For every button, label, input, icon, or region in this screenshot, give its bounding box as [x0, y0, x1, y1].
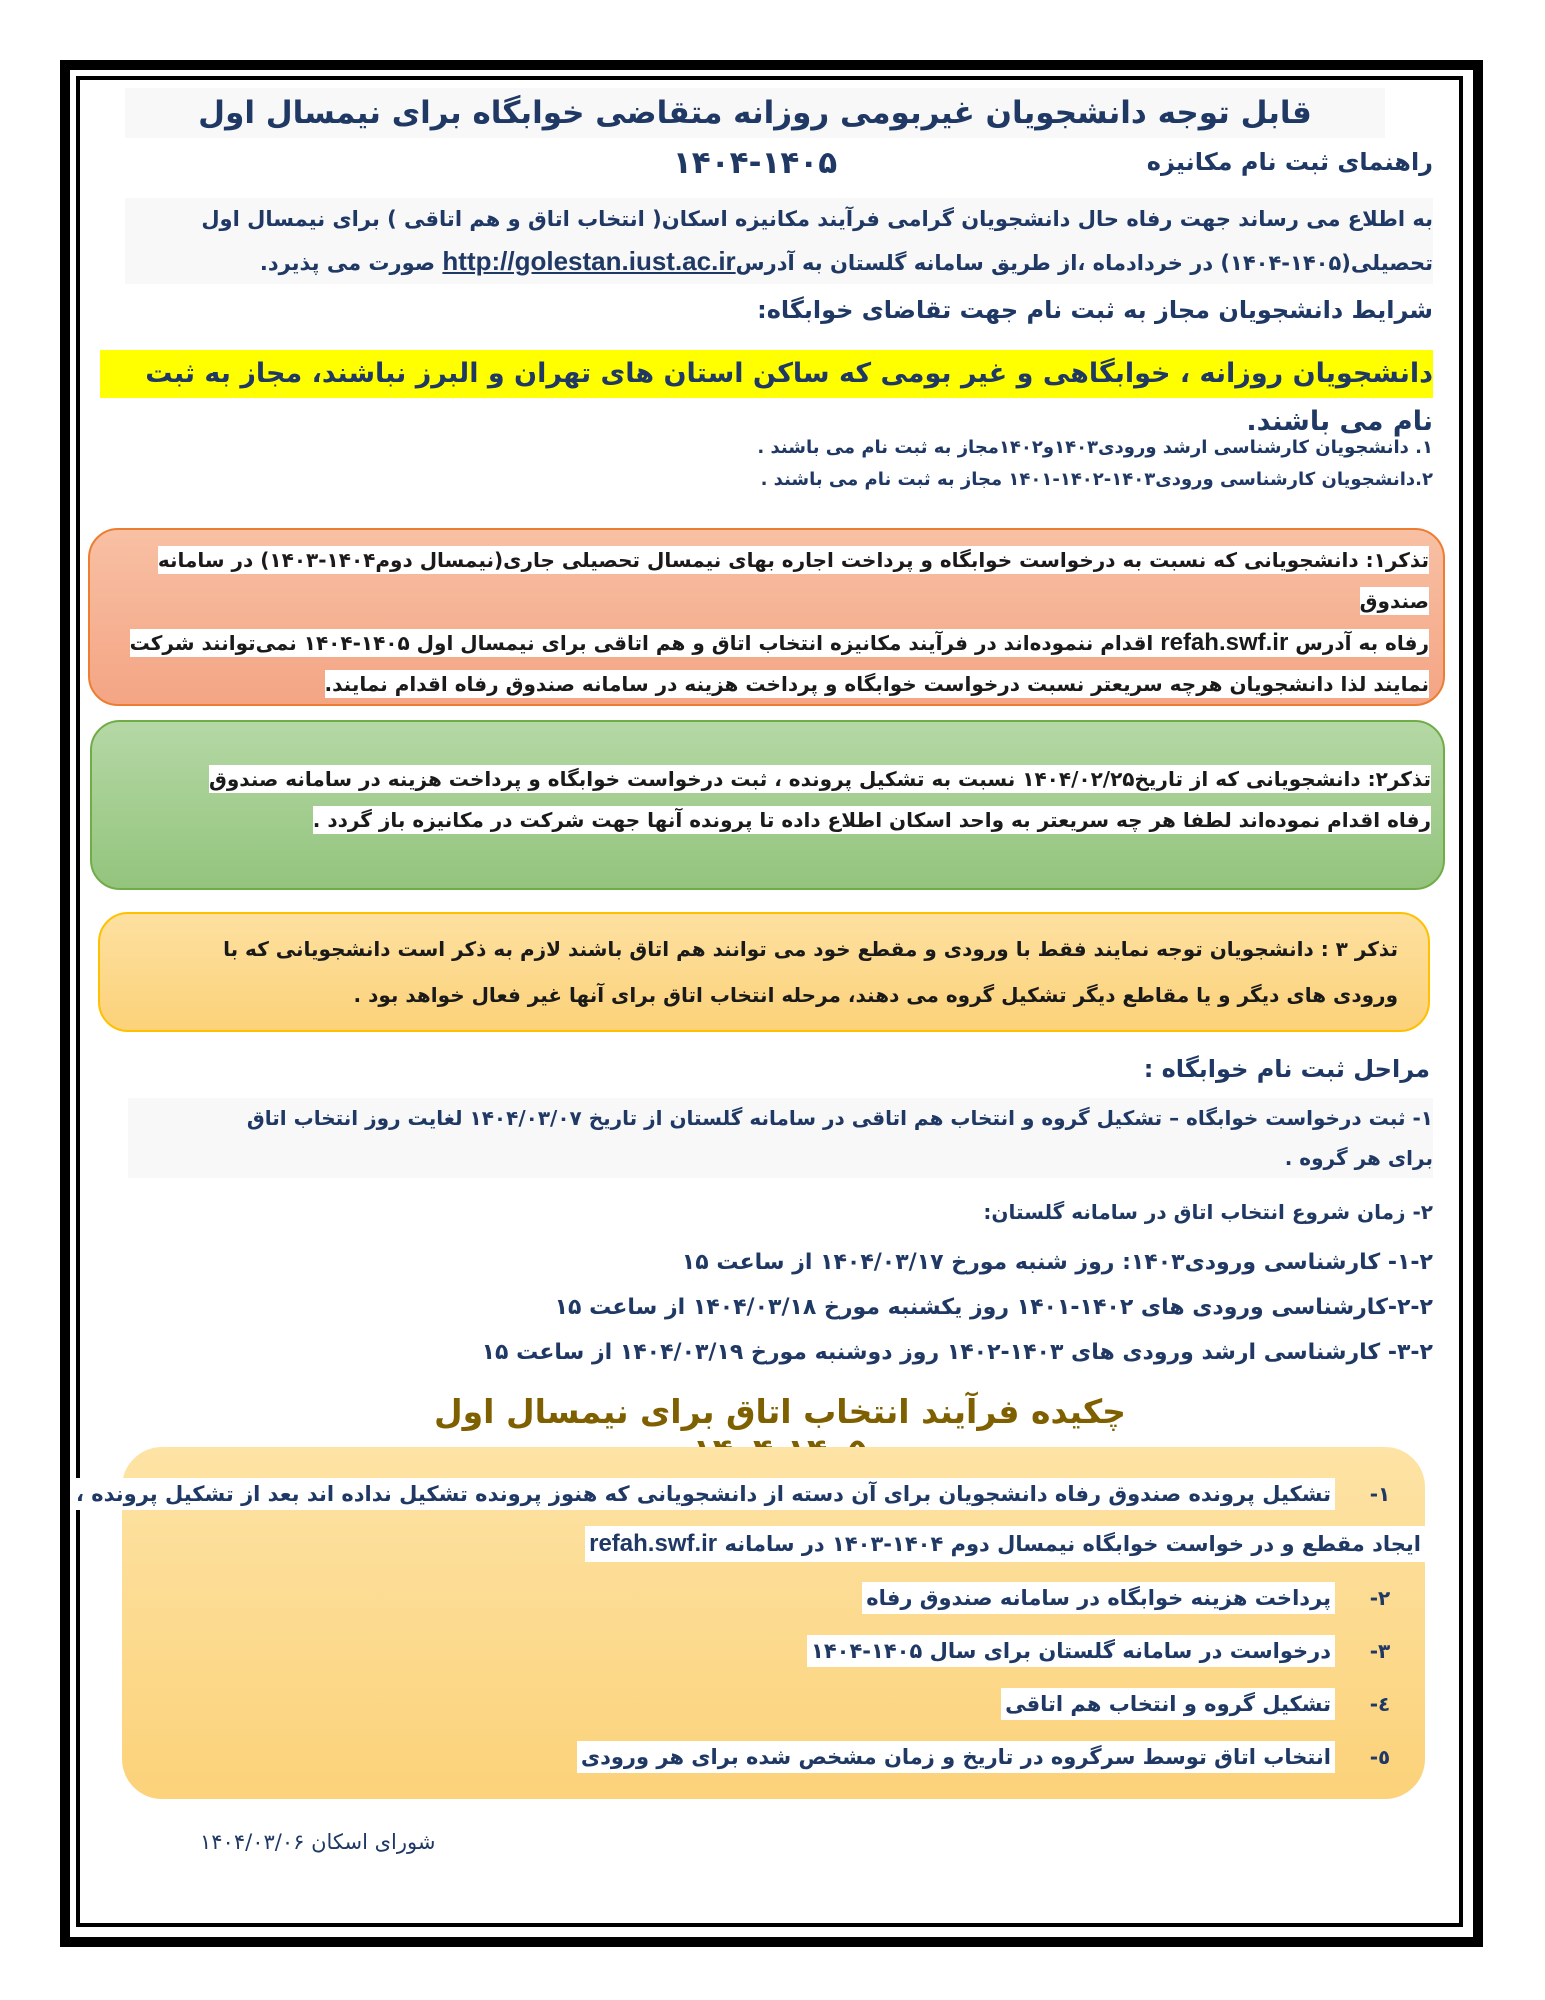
step-1-line-1: ۱- ثبت درخواست خوابگاه – تشکیل گروه و انتخاب هم اتاقی در سامانه گلستان از تاریخ ۱۴۰۴/۰۳/۰۷ لغایت روز انتخاب اتاق: [246, 1106, 1433, 1130]
note-1-text-after: اقدام ننموده‌اند در فرآیند مکانیزه انتخاب اتاق و هم اتاقی برای نیمسال اول ۱۴۰۵-۱۴۰۴ نمی‌توانند شرکت: [129, 631, 1154, 655]
summary-text-before: ایجاد مقطع و در خواست خوابگاه نیمسال دوم ۱۴۰۴-۱۴۰۳ در سامانه: [724, 1532, 1421, 1556]
refah-link[interactable]: refah.swf.ir: [1160, 629, 1289, 656]
summary-text: [585, 1526, 1425, 1562]
intro-text-before: تحصیلی(۱۴۰۵-۱۴۰۴) در خردادماه ،از طریق سامانه گلستان به آدرس: [735, 251, 1433, 275]
summary-item-1b: [585, 1526, 1425, 1562]
summary-num: ٤-: [1369, 1692, 1391, 1716]
note-3-text: [120, 926, 1398, 1018]
note-1-text: [104, 540, 1429, 705]
summary-text: انتخاب اتاق توسط سرگروه در تاریخ و زمان مشخص شده برای هر ورودی: [577, 1741, 1335, 1773]
summary-item-3: [807, 1635, 1425, 1667]
intro-line-1: به اطلاع می رساند جهت رفاه حال دانشجویان گرامی فرآیند مکانیزه اسکان( انتخاب اتاق و هم اتاقی ) برای نیمسال اول: [201, 207, 1433, 231]
note-1-line-3: نمایند لذا دانشجویان هرچه سریعتر نسبت درخواست خوابگاه و پرداخت هزینه در سامانه صندوق رفاه اقدام نمایند.: [324, 672, 1429, 696]
summary-item-1: [72, 1478, 1425, 1510]
note-2-line-1: تذکر۲: دانشجویانی که از تاریخ۱۴۰۴/۰۲/۲۵ نسبت به تشکیل پرونده ، ثبت درخواست خوابگاه و پرداخت هزینه در سامانه صندوق: [208, 767, 1431, 791]
summary-item-5: [577, 1741, 1425, 1773]
list-item: ۲.دانشجویان کارشناسی ورودی۱۴۰۳-۱۴۰۲-۱۴۰۱ مجاز به ثبت نام می باشند .: [760, 469, 1433, 490]
summary-text: تشکیل گروه و انتخاب هم اتاقی: [1001, 1688, 1335, 1720]
note-2-box: [90, 720, 1445, 890]
substep-1: ۱-۲- کارشناسی ورودی۱۴۰۳: روز شنبه مورخ ۱۴۰۴/۰۳/۱۷ از ساعت ۱۵: [681, 1250, 1433, 1275]
substep-3: ۳-۲- کارشناسی ارشد ورودی های ۱۴۰۳-۱۴۰۲ روز دوشنبه مورخ ۱۴۰۴/۰۳/۱۹ از ساعت ۱۵: [481, 1340, 1433, 1365]
guide-heading: راهنمای ثبت نام مکانیزه: [1146, 148, 1433, 176]
substep-2: ۲-۲-کارشناسی ورودی های ۱۴۰۲-۱۴۰۱ روز یکشنبه مورخ ۱۴۰۴/۰۳/۱۸ از ساعت ۱۵: [554, 1295, 1433, 1320]
summary-text: درخواست در سامانه گلستان برای سال ۱۴۰۵-۱۴۰۴: [807, 1635, 1335, 1667]
summary-text: تشکیل پرونده صندوق رفاه دانشجویان برای آن دسته از دانشجویانی که هنوز پرونده تشکیل نداده اند بعد از تشکیل پرونده ،: [72, 1478, 1335, 1510]
note-3-line-1: تذکر ۳ : دانشجویان توجه نمایند فقط با ورودی و مقطع خود می توانند هم اتاق باشند لازم به ذکر است دانشجویانی که با: [223, 937, 1398, 961]
summary-text: پرداخت هزینه خوابگاه در سامانه صندوق رفاه: [862, 1582, 1335, 1614]
conditions-heading: شرایط دانشجویان مجاز به ثبت نام جهت تقاضای خوابگاه:: [757, 296, 1433, 324]
intro-line-2: [125, 240, 1433, 284]
refah-link-summary[interactable]: refah.swf.ir: [589, 1530, 718, 1557]
allowed-list: [125, 432, 1433, 496]
page-title: قابل توجه دانشجویان غیربومی روزانه متقاضی خوابگاه برای نیمسال اول ۱۴۰۵-۱۴۰۴: [125, 88, 1385, 138]
note-1-line-2: [130, 629, 1429, 657]
note-1-line-1: تذکر۱: دانشجویانی که نسبت به درخواست خوابگاه و پرداخت اجاره بهای نیمسال تحصیلی جاری(نیمسال دوم۱۴۰۴-۱۴۰۳) در سامانه صندوق: [157, 548, 1429, 613]
note-1-text-before: رفاه به آدرس: [1295, 631, 1429, 655]
signature: شورای اسکان ۱۴۰۴/۰۳/۰۶: [200, 1830, 436, 1854]
summary-num: ۲-: [1369, 1586, 1391, 1610]
intro-text-after: صورت می پذیرد.: [259, 251, 436, 275]
summary-title: چکیده فرآیند انتخاب اتاق برای نیمسال اول: [434, 1392, 1126, 1431]
step-1-line-2: برای هر گروه .: [1284, 1146, 1433, 1170]
summary-item-4: [1001, 1688, 1425, 1720]
eligibility-highlight: دانشجویان روزانه ، خوابگاهی و غیر بومی که ساکن استان های تهران و البرز نباشند، مجاز به ثبت نام می باشند.: [100, 350, 1433, 398]
summary-num: ۱-: [1369, 1482, 1391, 1506]
intro-paragraph: [125, 198, 1433, 284]
step-2: ۲- زمان شروع انتخاب اتاق در سامانه گلستان:: [983, 1200, 1433, 1224]
summary-item-2: [862, 1582, 1425, 1614]
note-2-text: [104, 759, 1431, 841]
summary-num: ٥-: [1369, 1745, 1391, 1769]
note-3-line-2: ورودی های دیگر و یا مقاطع دیگر تشکیل گروه می دهند، مرحله انتخاب اتاق برای آنها غیر فعال خواهد بود .: [353, 983, 1398, 1007]
steps-heading: مراحل ثبت نام خوابگاه :: [1143, 1055, 1430, 1083]
note-1-box: [88, 528, 1445, 706]
note-2-line-2: رفاه اقدام نموده‌اند لطفا هر چه سریعتر به واحد اسکان اطلاع داده تا پرونده آنها جهت شرکت در مکانیزه باز گردد .: [312, 808, 1431, 832]
step-1: [128, 1098, 1433, 1178]
list-item: ۱. دانشجویان کارشناسی ارشد ورودی۱۴۰۳و۱۴۰۲مجاز به ثبت نام می باشند .: [757, 437, 1433, 458]
note-3-box: [98, 912, 1430, 1032]
golestan-link[interactable]: http://golestan.iust.ac.ir: [442, 246, 736, 276]
summary-num: ۳-: [1369, 1639, 1391, 1663]
